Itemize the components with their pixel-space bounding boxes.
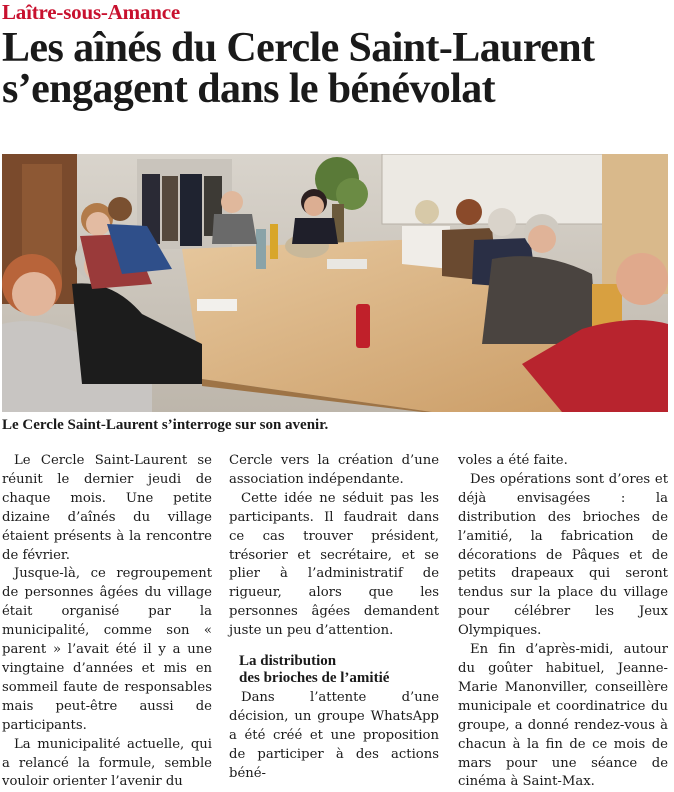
paragraph: voles a été faite. (458, 453, 568, 468)
photo-caption: Le Cercle Saint-Laurent s’interroge sur son avenir. (2, 417, 329, 433)
subhead-line-1: La distribution (239, 653, 337, 670)
article-photo (2, 154, 668, 412)
headline (2, 25, 674, 112)
paragraph: Cercle vers la création d’une association indépendante. (229, 453, 439, 487)
article-column-2 (229, 452, 439, 784)
article-column-3 (458, 452, 668, 792)
paragraph: Le Cercle Saint-Laurent se réunit le dernier jeudi de chaque mois. Une petite dizaine d’aînés du village étaient présents à la rencontre de février. (2, 453, 212, 563)
subhead-line-2: des brioches de l’amitié (239, 670, 390, 687)
paragraph: Jusque-là, ce regroupement de personnes âgées du village était organisé par la municipalité, comme son « parent » l’avait été il y a une vingtaine d’années et mis en sommeil faute de responsables mais peut-être aussi de participants. (2, 566, 212, 733)
article-column-1 (2, 452, 212, 792)
paragraph: Des opérations sont d’ores et déjà envisagées : la distribution des brioches de l’amitié, la fabrication de décorations de Pâques et de petits drapeaux qui seront tendus sur la place du village pour célébrer les Jeux Olympiques. (458, 471, 668, 639)
headline-line-2: s’engagent dans le bénévolat (2, 66, 496, 112)
photo-illustration (2, 154, 668, 412)
paragraph: Cette idée ne séduit pas les participants. Il faudrait dans ce cas trouver président, trésorier et secrétaire, et se plier à l’administratif de rigueur, alors que les personnes âgées demandent juste un peu d’attention. (229, 490, 439, 639)
headline-line-1: Les aînés du Cercle Saint-Laurent (2, 25, 595, 71)
paragraph: Dans l’attente d’une décision, un groupe WhatsApp a été créé et une proposition de participer à des actions béné- (229, 690, 439, 781)
kicker: Laître-sous-Amance (2, 0, 180, 24)
paragraph: La municipalité actuelle, qui a relancé la formule, semble vouloir orienter l’avenir du (2, 736, 212, 790)
paragraph: En fin d’après-midi, autour du goûter habituel, Jeanne-Marie Manonviller, conseillère municipale et coordinatrice du groupe, a donné rendez-vous à chacun à la fin de ce mois de mars pour une séance de cinéma à Saint-Max. (458, 642, 668, 790)
section-subhead (239, 653, 439, 687)
